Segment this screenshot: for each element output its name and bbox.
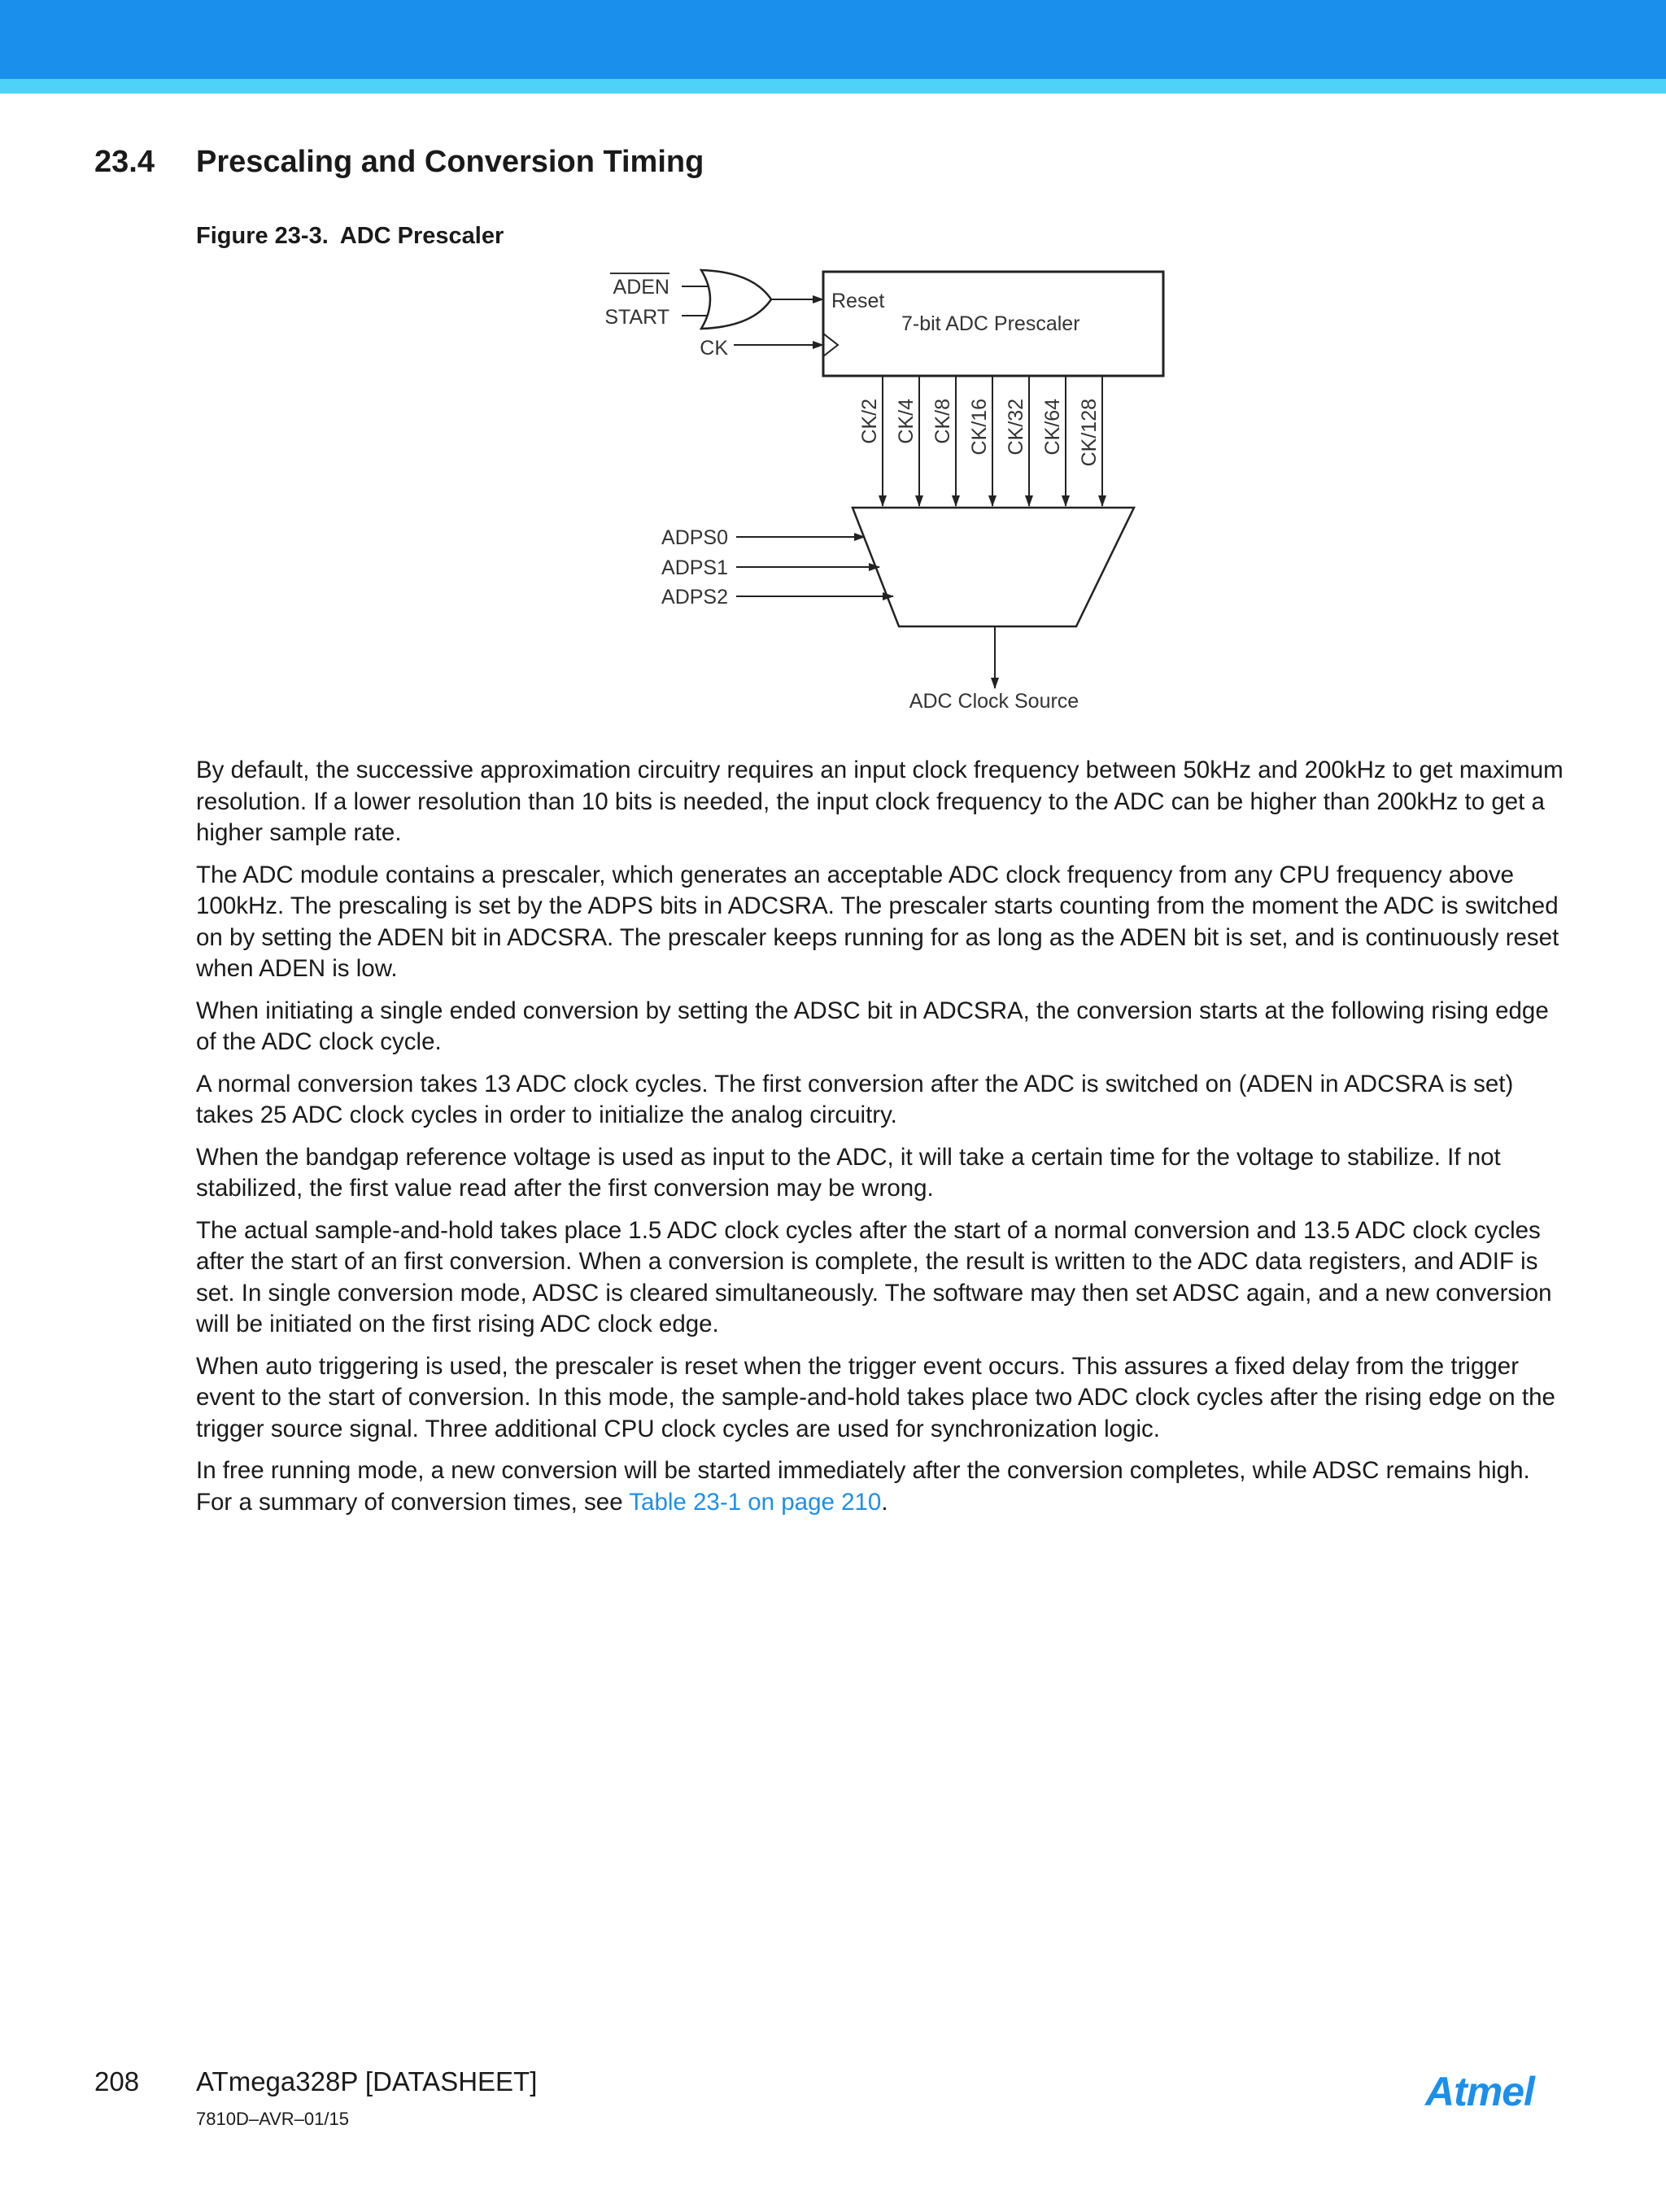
tap-label: CK/4	[895, 399, 918, 444]
tap-label: CK/16	[968, 399, 991, 456]
ck-label: CK	[700, 337, 728, 360]
tap-label: CK/32	[1005, 399, 1027, 456]
paragraph-6: The actual sample-and-hold takes place 1.5 ADC clock cycles after the start of a normal conversion and 13.5 ADC clock cycles after the start of an first conversion. When a conversion is complete, the result is written to the ADC data registers, and ADIF is set. In single conversion mode, ADSC is cleared simultaneously. The software may then set ADSC again, and a new conversion will be initiated on the first rising ADC clock edge.	[196, 1216, 1552, 1337]
paragraph-1: By default, the successive approximation circuitry requires an input clock frequency between 50kHz and 200kHz to get maximum resolution. If a lower resolution than 10 bits is needed, the input clock frequency to the ADC can be higher than 200kHz to get a higher sample rate.	[196, 757, 1564, 846]
figure-label: Figure 23-3.	[196, 223, 329, 249]
start-label: START	[604, 306, 669, 329]
aden-label: ADEN	[613, 276, 669, 299]
tap-label: CK/64	[1041, 399, 1064, 456]
paragraph-8-text: In free running mode, a new conversion will be started immediately after the conversion completes, while ADSC remains high. For a summary of conversion times, see	[196, 1457, 1530, 1516]
paragraph-5: When the bandgap reference voltage is used as input to the ADC, it will take a certain time for the voltage to stabilize. If not stabilized, the first value read after the first conversion may be wrong.	[196, 1143, 1501, 1202]
paragraph-3: When initiating a single ended conversion by setting the ADSC bit in ADCSRA, the conversion starts at the following rising edge of the ADC clock cycle.	[196, 997, 1549, 1055]
select-label: ADPS1	[661, 556, 728, 579]
tap-label: CK/2	[858, 399, 881, 444]
body-text	[196, 755, 1571, 1529]
document-code: 7810D–AVR–01/15	[196, 2109, 349, 2129]
paragraph-2: The ADC module contains a prescaler, which generates an acceptable ADC clock frequency from any CPU frequency above 100kHz. The prescaling is set by the ADPS bits in ADCSRA. The prescaler starts counting from the moment the ADC is switched on by setting the ADEN bit in ADCSRA. The prescaler keeps running for as long as the ADEN bit is set, and is continuously reset when ADEN is low.	[196, 861, 1559, 982]
output-label: ADC Clock Source	[909, 690, 1079, 713]
tap-label: CK/8	[931, 399, 954, 444]
tap-label: CK/128	[1078, 399, 1101, 467]
figure-title: ADC Prescaler	[339, 223, 504, 249]
reset-label: Reset	[831, 290, 885, 312]
paragraph-7: When auto triggering is used, the prescaler is reset when the trigger event occurs. This assures a fixed delay from the trigger event to the start of conversion. In this mode, the sample-and-hold takes place two ADC clock cycles after the rising edge on the trigger source signal. Three additional CPU clock cycles are used for synchronization logic.	[196, 1352, 1555, 1442]
select-label: ADPS2	[661, 586, 728, 609]
section-title: Prescaling and Conversion Timing	[196, 145, 704, 179]
multiplexer	[853, 508, 1134, 626]
section-number: 23.4	[94, 145, 155, 179]
paragraph-8	[196, 1455, 1571, 1518]
atmel-logo	[1422, 2063, 1577, 2120]
or-gate	[701, 270, 771, 329]
select-label: ADPS0	[661, 526, 728, 549]
select-inputs	[661, 526, 893, 609]
atmel-logo-text: Atmel	[1425, 2069, 1534, 2114]
table-reference-link[interactable]: Table 23-1 on page 210	[629, 1488, 882, 1516]
paragraph-8-end: .	[881, 1488, 888, 1516]
paragraph-4: A normal conversion takes 13 ADC clock cycles. The first conversion after the ADC is switched on (ADEN in ADCSRA is set) takes 25 ADC clock cycles in order to initialize the analog circuitry.	[196, 1070, 1514, 1128]
page-number: 208	[94, 2066, 140, 2096]
adc-prescaler-diagram	[0, 0, 1666, 732]
prescaler-taps	[858, 376, 1102, 506]
prescaler-name: 7-bit ADC Prescaler	[901, 312, 1080, 335]
document-title: ATmega328P [DATASHEET]	[196, 2066, 538, 2096]
